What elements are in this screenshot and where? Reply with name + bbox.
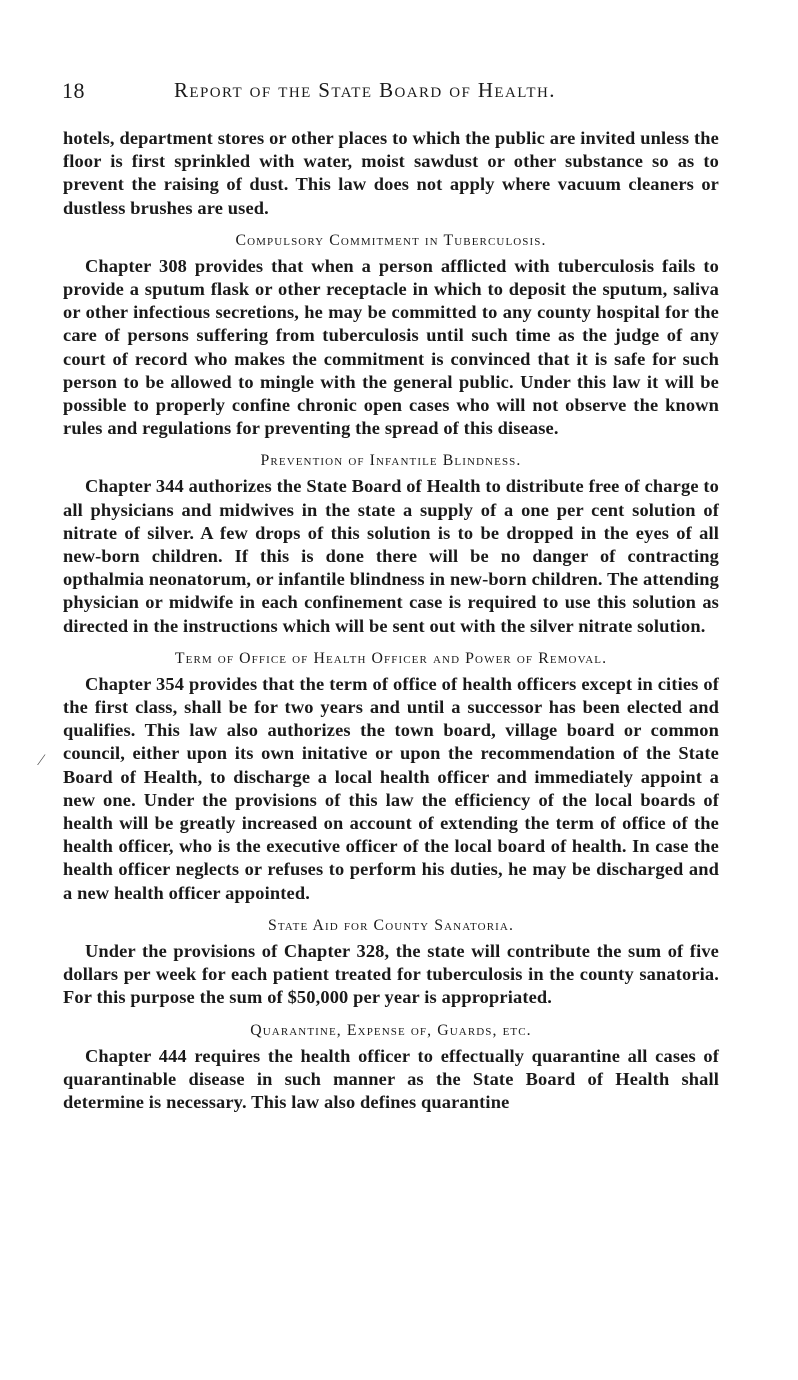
section-heading-state-aid: State Aid for County Sanatoria. — [267, 916, 514, 934]
running-header — [62, 78, 722, 108]
section-paragraph-state-aid: Under the provisions of Chapter 328, the state will contribute the sum of five dollars per week for each patient treated for tuberculosis in the county sanatoria. For this purpose the sum of $50,000 per year is appropriated. — [63, 940, 719, 1008]
section-heading-quarantine: Quarantine, Expense of, Guards, etc. — [250, 1021, 532, 1039]
section-paragraph-health-officer: Chapter 354 provides that the term of office of health officers except in cities of the first class, shall be for two years and until a successor has been elected and qualifies. This law also authorizes the town board, village board or common council, either upon its own initative or upon the recommendation of the State Board of Health, to discharge a local health officer and immediately appoint a new one. Under the provisions of this law the efficiency of the local boards of health will be greatly increased on account of extending the term of office of the health officer, who is the executive officer of the local board of health. In case the health officer neglects or refuses to perform his duties, he may be discharged and a new health officer appointed. — [63, 673, 719, 903]
section-paragraph-tuberculosis: Chapter 308 provides that when a person afflicted with tuberculosis fails to provide a sputum flask or other receptacle in which to deposit the sputum, saliva or other infectious secretions, he may be committed to any county hospital for the care of persons suffering from tuberculosis until such time as the judge of any court of record who makes the commitment is convinced that it is safe for such person to be allowed to mingle with the general public. Under this law it will be possible to properly confine chronic open cases who will not observe the known rules and regulations for preventing the spread of this disease. — [63, 255, 719, 439]
page-number: 18 — [62, 78, 85, 103]
intro-paragraph: hotels, department stores or other places to which the public are invited unless the floor is first sprinkled with water, moist sawdust or other substance so as to prevent the raising of dust. This law does not apply where vacuum cleaners or dustless brushes are used. — [63, 128, 719, 218]
section-paragraph-quarantine: Chapter 444 requires the health officer to effectually quarantine all cases of quarantinable disease in such manner as the State Board of Health shall determine is necessary. This law also defines quarantine — [63, 1045, 719, 1112]
section-paragraph-infantile-blindness: Chapter 344 authorizes the State Board of Health to distribute free of charge to all physicians and midwives in the state a supply of a one per cent solution of nitrate of silver. A few drops of this solution is to be dropped in the eyes of all new-born children. If this is done there will be no danger of contracting opthalmia neonatorum, or infantile blindness in new-born children. The attending physician or midwife in each confinement case is required to use this solution as directed in the instructions which will be sent out with the silver nitrate solution. — [63, 476, 719, 636]
section-heading-infantile-blindness: Prevention of Infantile Blindness. — [260, 452, 522, 470]
running-title: Report of the State Board of Health. — [174, 78, 556, 102]
body-text — [63, 127, 719, 1114]
section-heading-health-officer: Term of Office of Health Officer and Power of Removal. — [174, 649, 608, 667]
section-heading-tuberculosis: Compulsory Commitment in Tuberculosis. — [235, 231, 547, 249]
margin-check-mark: ⁄ — [40, 752, 43, 769]
